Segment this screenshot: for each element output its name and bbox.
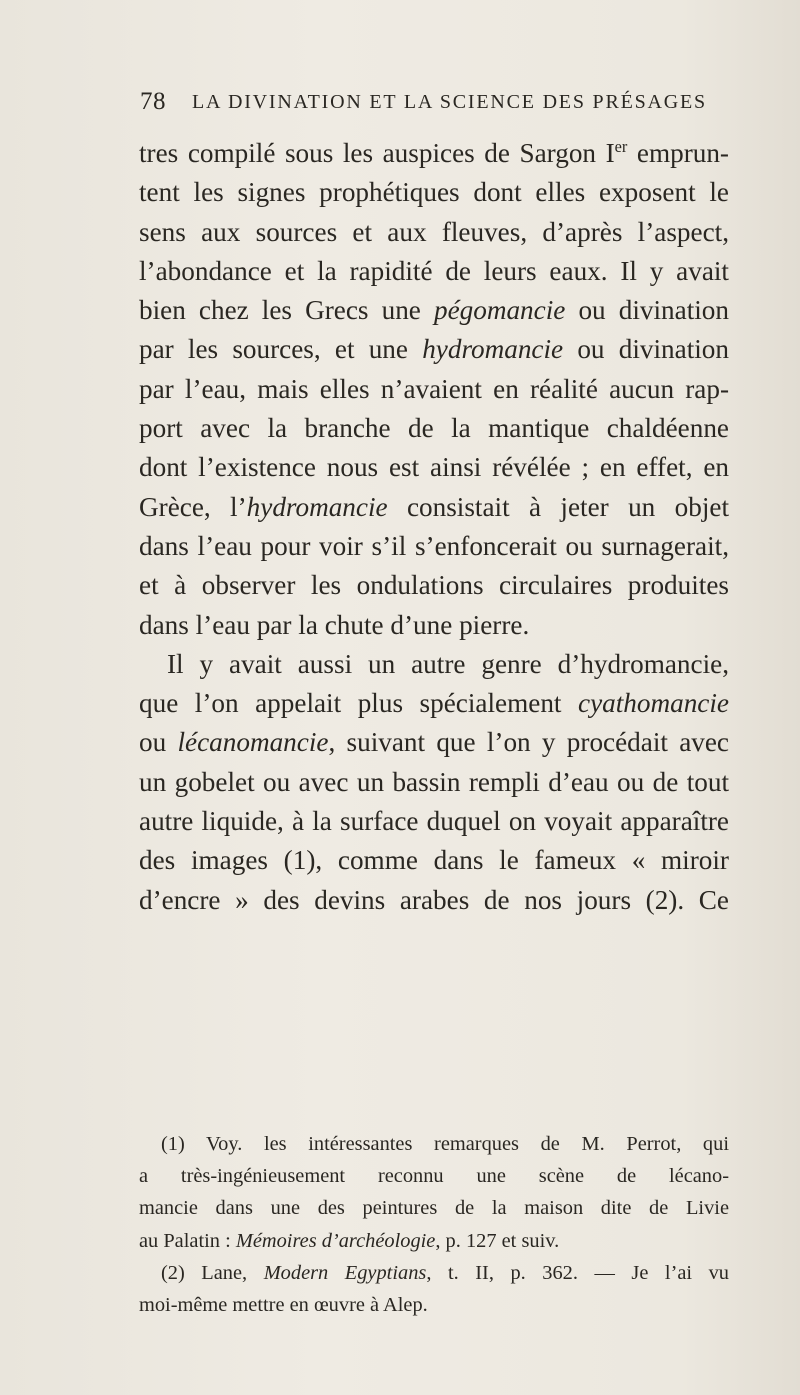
term-cyathomancie: cyathomancie	[578, 688, 729, 719]
footnote-line: moi-même mettre en œuvre à Alep.	[139, 1293, 428, 1316]
running-title: LA DIVINATION ET LA SCIENCE DES PRÉSAGES	[192, 91, 707, 113]
text-line: Il y avait aussi un autre genre d’hydromancie,	[167, 648, 729, 679]
text-line: et à observer les ondulations circulaires produites	[139, 570, 729, 601]
text-line: port avec la branche de la mantique chaldéenne	[139, 413, 729, 444]
text-line: par l’eau, mais elles n’avaient en réalité aucun rap-	[139, 373, 729, 404]
footnote-line: a très-ingénieusement reconnu une scène de lécano-	[139, 1165, 729, 1188]
text-line: ou lécanomancie, suivant que l’on y procédait avec	[139, 727, 730, 758]
text-line: dans l’eau par la chute d’une pierre.	[139, 609, 530, 640]
text-line: l’abondance et la rapidité de leurs eaux. Il y avait	[139, 255, 729, 286]
text-line: dans l’eau pour voir s’il s’enfoncerait ou surnagerait,	[139, 530, 729, 561]
text-line: des images (1), comme dans le fameux « miroir	[139, 845, 729, 876]
text-line: autre liquide, à la surface duquel on voyait apparaître	[139, 806, 729, 837]
text-line: tres compilé sous les auspices de Sargon Ier emprun-	[139, 137, 729, 168]
footnote-line: (2) Lane, Modern Egyptians, t. II, p. 362. — Je l’ai vu	[161, 1261, 729, 1284]
body-text	[139, 134, 729, 920]
term-hydromancie: hydromancie	[246, 491, 388, 522]
footnote-line: (1) Voy. les intéressantes remarques de M. Perrot, qui	[161, 1133, 729, 1155]
text-line: tent les signes prophétiques dont elles exposent le	[139, 177, 729, 208]
citation-title: Modern Egyptians	[263, 1261, 427, 1284]
page-number: 78	[140, 88, 166, 115]
term-lecanomancie: lécanomancie	[177, 727, 329, 758]
text-line: d’encre » des devins arabes de nos jours (2). Ce	[139, 884, 729, 915]
text-line: que l’on appelait plus spécialement cyathomancie	[139, 688, 729, 719]
footnote-line: mancie dans une des peintures de la maison dite de Livie	[139, 1197, 729, 1220]
footnotes	[139, 1128, 729, 1321]
text-line: bien chez les Grecs une pégomancie ou divination	[139, 295, 729, 326]
citation-title: Mémoires d’archéologie	[235, 1229, 436, 1252]
text-line: par les sources, et une hydromancie ou divination	[139, 334, 729, 365]
text-line: dont l’existence nous est ainsi révélée ; en effet, en	[139, 452, 729, 483]
running-head	[140, 88, 720, 122]
text-line: Grèce, l’hydromancie consistait à jeter un objet	[139, 491, 729, 522]
text-line: sens aux sources et aux fleuves, d’après l’aspect,	[139, 216, 729, 247]
term-pegomancie: pégomancie	[433, 295, 566, 326]
text-line: un gobelet ou avec un bassin rempli d’eau ou de tout	[139, 766, 729, 797]
footnote-line: au Palatin : Mémoires d’archéologie, p. 127 et suiv.	[139, 1229, 560, 1252]
term-hydromancie: hydromancie	[422, 334, 564, 365]
